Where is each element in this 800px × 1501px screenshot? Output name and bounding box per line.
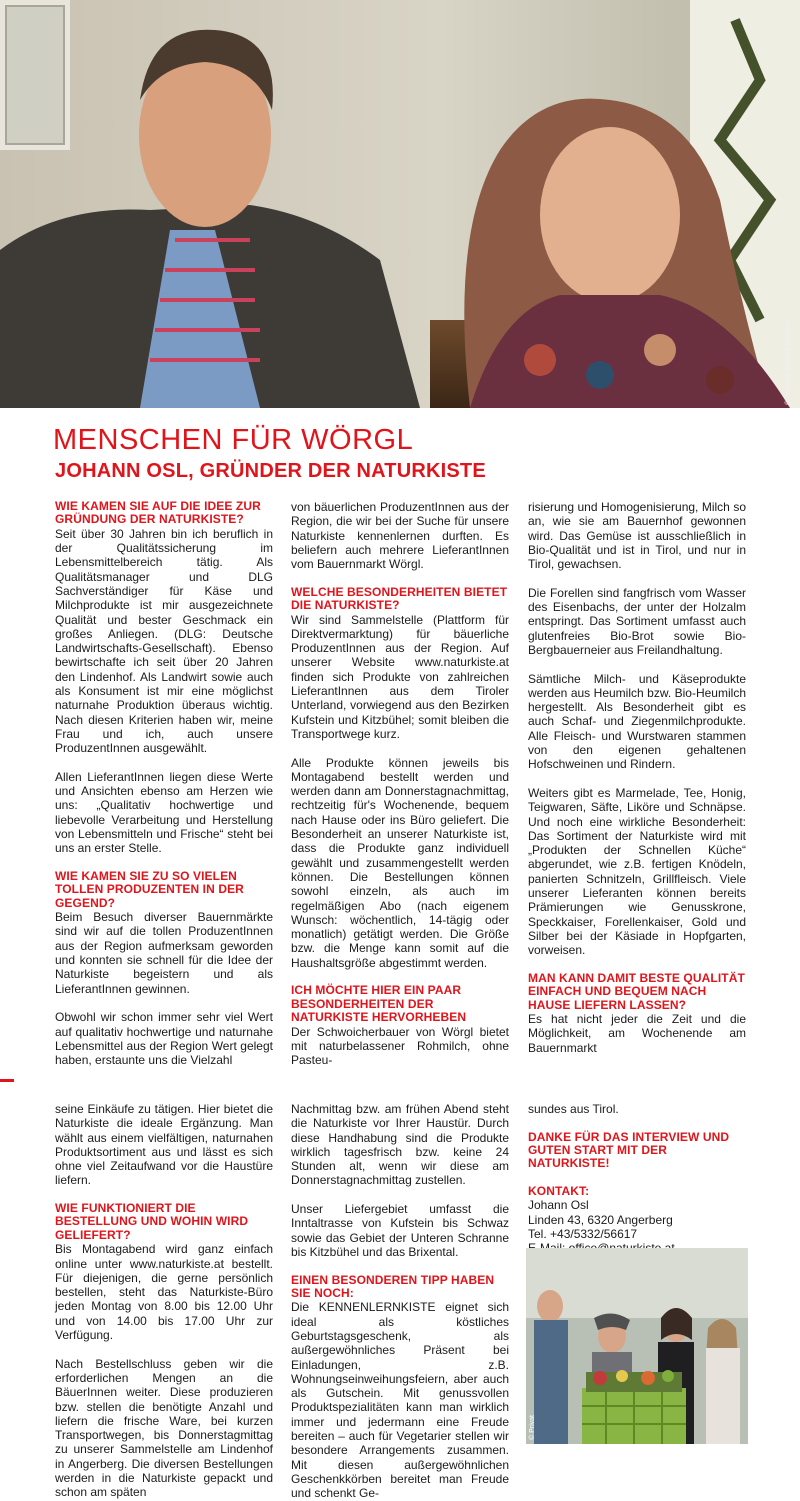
paragraph: Alle Produkte können jeweils bis Montagabend bestellt werden und werden dann am Donnerstagnachmittag, rechtzeitig für's Wochenende, bequem nach Hause oder ins Büro geliefert. Die Besonderheit an unserer Naturkiste ist, dass die Produkte ganz individuell gewählt und zusammengestellt werden können. Die Bestellungen können sowohl einzeln, als auch im regelmäßigen Abo (nach eigenem Wunsch: wöchentlich, 14-tägig oder monatlich) getätigt werden. Die Größe bzw. die Menge kann somit auf die Haushaltsgröße abgestimmt werden. xyxy=(291,755,509,970)
question-heading: MAN KANN DAMIT BESTE QUALITÄT EINFACH UND BEQUEM NACH HAUSE LIEFERN LASSEN? xyxy=(528,970,745,1012)
top-column-1 xyxy=(55,500,273,1067)
question-heading: WIE FUNKTIONIERT DIE BESTELLUNG UND WOHIN WIRD GELIEFERT? xyxy=(55,1201,249,1242)
contact-heading: KONTAKT: xyxy=(528,1183,590,1198)
paragraph: Die Forellen sind fangfrisch vom Wasser des Eisenbachs, der unter der Holzalm entspringt. Das Sortiment umfasst auch glutenfreies Bio-Brot sowie Bio-Bergbauerneier aus Freilandhaltung. xyxy=(528,585,746,657)
column-break-marker xyxy=(0,1079,14,1082)
paragraph: seine Einkäufe zu tätigen. Hier bietet die Naturkiste die ideale Ergänzung. Man wählt aus einem vielfältigen, naturnahen Produktsortiment aus und lässt es sich ohne viel Zeitaufwand vor die Haustüre liefern. xyxy=(55,1102,273,1188)
hero-photo xyxy=(0,0,800,408)
team-photo xyxy=(526,1248,748,1444)
paragraph: Weiters gibt es Marmelade, Tee, Honig, Teigwaren, Säfte, Liköre und Schnäpse. Und noch eine wirkliche Besonderheit: Das Sortiment der Naturkiste wird mit „Produkten der Schnellen Küche“ abgerundet, wie z.B. fertigen Knödeln, panierten Schnitzeln, Grillfleisch. Viele unserer Lieferanten können bereits Prämierungen wie Genusskrone, Speckkaiser, Forellenkaiser, Gold und Silber bei der Käsiade in Hopfgarten, vorweisen. xyxy=(528,785,746,958)
page-subtitle: JOHANN OSL, GRÜNDER DER NATURKISTE xyxy=(55,460,486,482)
bottom-column-1 xyxy=(55,1102,273,1500)
photo2-credit: © Privat xyxy=(529,1415,536,1440)
contact-address: Linden 43, 6320 Angerberg xyxy=(528,1212,673,1227)
paragraph: Es hat nicht jeder die Zeit und die Möglichkeit, am Wochenende am Bauernmarkt xyxy=(528,1012,746,1055)
contact-phone: Tel. +43/5332/56617 xyxy=(528,1226,638,1241)
question-heading: ICH MÖCHTE HIER EIN PAAR BESONDERHEITEN DER NATURKISTE HERVORHEBEN xyxy=(291,983,467,1025)
paragraph: von bäuerlichen ProduzentInnen aus der Region, die wir bei der Suche für unsere Naturkiste kennenlernen durften. Es beliefern auch mehrere LieferantInnen vom Bauernmarkt Wörgl. xyxy=(291,500,509,572)
paragraph: Unser Liefergebiet umfasst die Inntaltrasse von Kufstein bis Schwaz sowie das Gebiet der Unteren Schranne bis Kitzbühel und das Brixental. xyxy=(291,1202,509,1259)
closing-heading: DANKE FÜR DAS INTERVIEW UND GUTEN START MIT DER NATURKISTE! xyxy=(528,1129,730,1171)
paragraph: Nachmittag bzw. am frühen Abend steht die Naturkiste vor Ihrer Haustür. Durch diese Handhabung sind die Produkte wirklich tagesfrisch bzw. keine 24 Stunden alt, wenn wir diese am Donnerstagnachmittag zustellen. xyxy=(291,1102,509,1188)
question-heading: EINEN BESONDEREN TIPP HABEN SIE NOCH: xyxy=(291,1272,495,1300)
top-column-3 xyxy=(528,500,746,1055)
paragraph: Nach Bestellschluss geben wir die erforderlichen Mengen an die BäuerInnen weiter. Diese produzieren bzw. stellen die benötigte Anzahl und liefern die frische Ware, bei kurzen Transportwegen, bis Donnerstagmittag zu unserer Sammelstelle am Lindenhof in Angerberg. Die diversen Bestellungen werden in die Naturkiste gepackt und schon am späten xyxy=(55,1356,273,1500)
top-column-2 xyxy=(291,500,509,1067)
paragraph: Bis Montagabend wird ganz einfach online unter www.naturkiste.at bestellt. Für diejenigen, die gerne persönlich bestellen, steht das Naturkiste-Büro jeden Montag von 8.00 bis 12.00 Uhr und von 14.00 bis 17.00 Uhr zur Verfügung. xyxy=(55,1242,273,1343)
paragraph: Allen LieferantInnen liegen diese Werte und Ansichten ebenso am Herzen wie uns: „Qualitativ hochwertige und liebevolle Verarbeitung und Herstellung von Lebensmitteln und Frische“ steht bei uns an erster Stelle. xyxy=(55,769,273,856)
paragraph: risierung und Homogenisierung, Milch so an, wie sie am Bauernhof gewonnen wird. Das Gemüse ist ausschließlich in Bio-Qualität und ist in Tirol, und nur in Tirol, gewachsen. xyxy=(528,500,746,572)
paragraph: Wir sind Sammelstelle (Plattform für Direktvermarktung) für bäuerliche ProduzentInnen aus der Region. Auf unserer Website www.naturkiste.at finden sich Produkte von zahlreichen LieferantInnen aus dem Tiroler Unterland, vorwiegend aus den Bezirken Kufstein und Kitzbühel; somit bleiben die Transportwege kurz. xyxy=(291,612,509,741)
photo-credit: © Barbara Stanzig-Krenzer xyxy=(785,320,792,405)
question-heading: WIE KAMEN SIE ZU SO VIELEN TOLLEN PRODUZENTEN IN DER GEGEND? xyxy=(55,868,244,910)
question-heading: WELCHE BESONDERHEITEN BIETET DIE NATURKISTE? xyxy=(291,584,508,613)
question-heading: WIE KAMEN SIE AUF DIE IDEE ZUR GRÜNDUNG DER NATURKISTE? xyxy=(55,499,261,527)
bottom-column-2 xyxy=(291,1102,509,1501)
page-title: MENSCHEN FÜR WÖRGL xyxy=(53,424,414,456)
paragraph: sundes aus Tirol. xyxy=(528,1102,619,1116)
paragraph: Sämtliche Milch- und Käseprodukte werden aus Heumilch bzw. Bio-Heumilch hergestellt. Als Besonderheit gibt es auch Schaf- und Ziegenmilchprodukte. Alle Fleisch- und Wurstwaren stammen von den eigenen gehaltenen Hofschweinen und Rindern. xyxy=(528,671,746,772)
team-photo-illustration xyxy=(526,1248,748,1444)
paragraph: Der Schwoicherbauer von Wörgl bietet mit naturbelassener Rohmilch, ohne Pasteu- xyxy=(291,1024,509,1068)
paragraph: Seit über 30 Jahren bin ich beruflich in der Qualitätssicherung im Lebensmittelbereich tätig. Als Qualitätsmanager und DLG Sachverständiger für Käse und Milchprodukte ist mir ausgezeichnete Qualität und bester Geschmack ein großes Anliegen. (DLG: Deutsche Landwirtschafts-Gesellschaft). Ebenso bewirtschafte ich seit über 20 Jahren den Lindenhof. Als Landwirt sowie auch als Konsument ist mir eine möglichst naturnahe Produktion überaus wichtig. Nach diesen Kriterien haben wir, meine Frau und ich, auch unsere ProduzentInnen ausgewählt. xyxy=(55,526,273,756)
paragraph: Beim Besuch diverser Bauernmärkte sind wir auf die tollen ProduzentInnen aus der Region aufmerksam geworden und konnten sie schnell für die Idee der Naturkiste begeistern und als LieferantInnen gewinnen. xyxy=(55,910,273,996)
paragraph: Die KENNENLERNKISTE eignet sich ideal als köstliches Geburtstagsgeschenk, als außergewöhnliches Präsent bei Einladungen, z.B. Wohnungseinweihungsfeiern, aber auch als Gutschein. Mit genussvollen Produktspezialitäten kann man wirklich immer und jedermann eine Freude bereiten – auch für Vegetarier stellen wir besondere Arrangements zusammen. Mit diesen außergewöhnlichen Geschenkkörben bereitet man Freude und schenkt Ge- xyxy=(291,1300,509,1501)
hero-photo-illustration xyxy=(0,0,800,408)
bottom-column-3 xyxy=(528,1102,746,1270)
paragraph: Obwohl wir schon immer sehr viel Wert auf qualitativ hochwertige und naturnahe Lebensmittel aus der Region Wert gelegt haben, erstaunte uns die Vielzahl xyxy=(55,1010,273,1068)
contact-name: Johann Osl xyxy=(528,1198,589,1213)
